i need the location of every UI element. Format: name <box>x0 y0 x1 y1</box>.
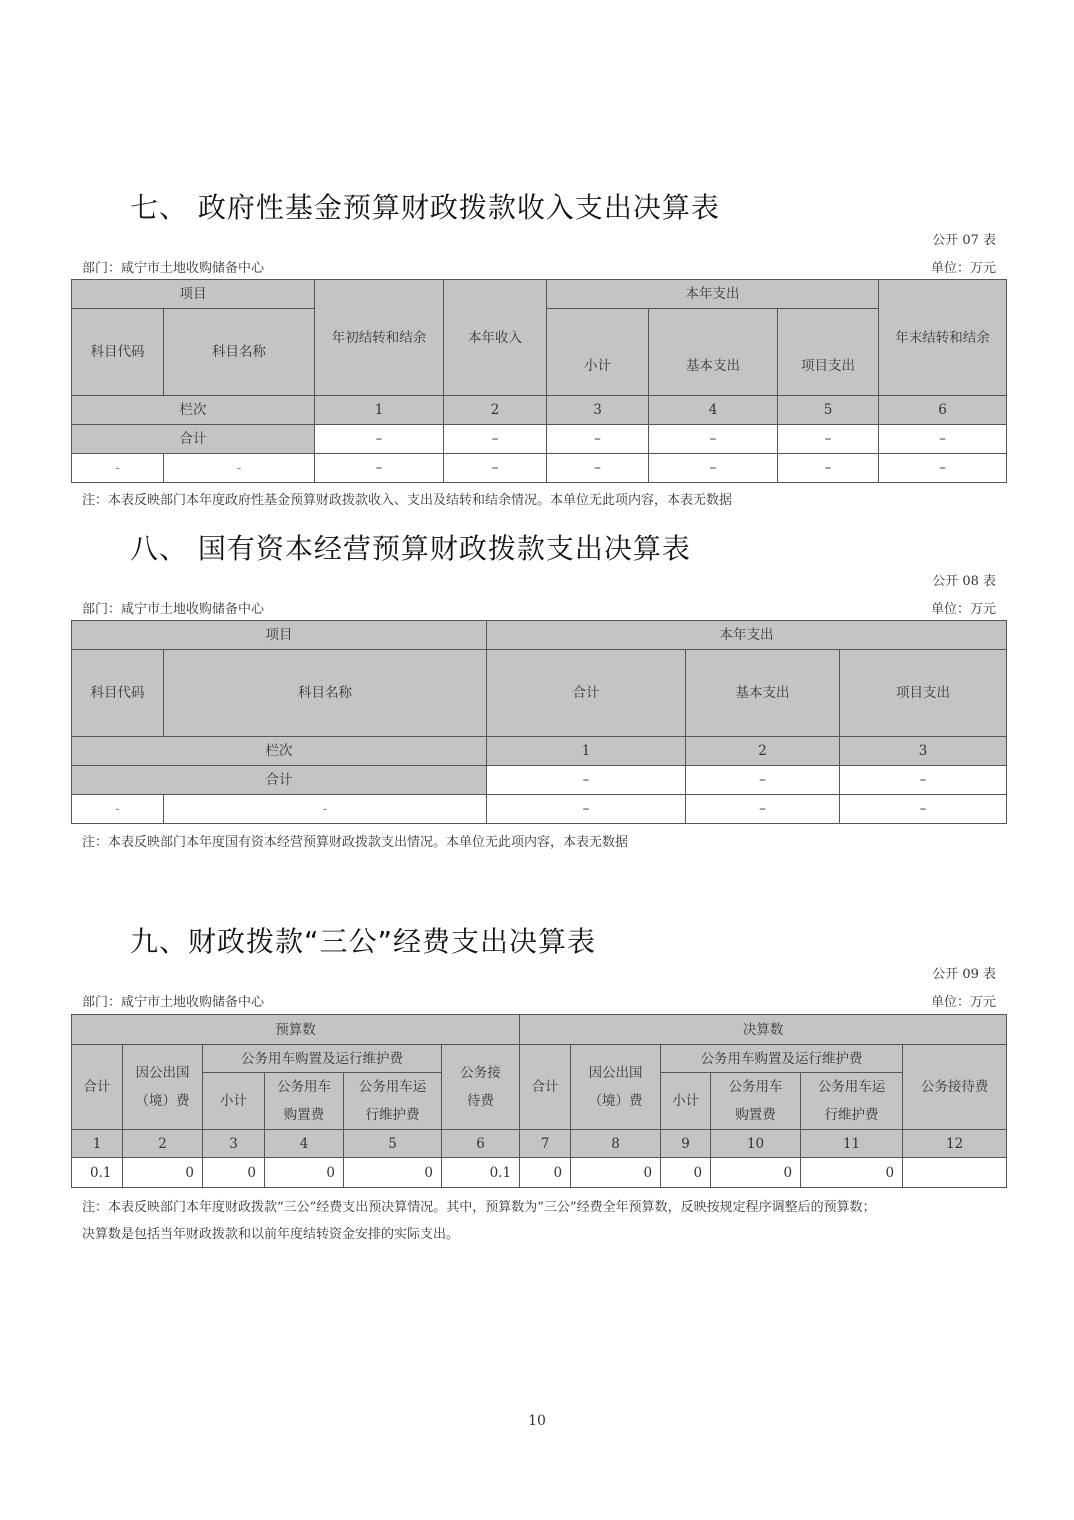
section7-table <box>71 279 1007 483</box>
value-cell: 0 <box>123 1158 203 1188</box>
lancie-label: 栏次 <box>72 396 315 425</box>
section7-note: 注：本表反映部门本年度政府性基金预算财政拨款收入、支出及结转和结余情况。本单位无此项内容，本表无数据 <box>82 493 733 508</box>
header-reception <box>442 1045 520 1130</box>
section9-table <box>71 1014 1007 1188</box>
header-end-balance: 年末结转和结余 <box>879 280 1007 396</box>
header-income: 本年收入 <box>444 280 547 396</box>
section7-dept: 部门：咸宁市土地收购储备中心 <box>82 261 265 276</box>
header-car-maintenance <box>344 1073 442 1130</box>
col-num: 6 <box>879 396 1007 425</box>
value-cell: 0.1 <box>72 1158 123 1188</box>
value-cell: 0.1 <box>442 1158 520 1188</box>
header-project: 项目支出 <box>840 650 1007 737</box>
header-car-maintenance <box>801 1073 903 1130</box>
header-abroad-line1: 因公出国 <box>588 1065 643 1081</box>
header-basic: 基本支出 <box>686 650 840 737</box>
header-total: 合计 <box>72 1045 123 1130</box>
row-cell: – <box>879 454 1007 483</box>
header-subtotal: 小计 <box>203 1073 265 1130</box>
header-car: 公务用车购置及运行维护费 <box>661 1045 903 1073</box>
col-num: 2 <box>444 396 547 425</box>
header-reception-line2: 待费 <box>467 1093 495 1109</box>
header-car-maintenance-line1: 公务用车运 <box>817 1079 886 1095</box>
col-num: 3 <box>203 1130 265 1158</box>
header-final: 决算数 <box>520 1015 1007 1045</box>
total-cell: – <box>879 425 1007 454</box>
col-num: 2 <box>123 1130 203 1158</box>
header-abroad-line1: 因公出国 <box>135 1065 190 1081</box>
col-num: 5 <box>344 1130 442 1158</box>
header-car-purchase-line2: 购置费 <box>735 1107 776 1123</box>
header-car-purchase-line2: 购置费 <box>283 1107 325 1123</box>
col-num: 4 <box>265 1130 344 1158</box>
col-num: 6 <box>442 1130 520 1158</box>
row-cell: – <box>444 454 547 483</box>
value-cell: 0 <box>801 1158 903 1188</box>
section9-note-line1: 注：本表反映部门本年度财政拨款“三公”经费支出预决算情况。其中，预算数为“三公”经费全年预算数，反映按规定程序调整后的预算数； <box>82 1200 876 1215</box>
value-cell: 0 <box>711 1158 801 1188</box>
row-cell: – <box>840 795 1007 824</box>
header-project: 项目支出 <box>778 309 879 396</box>
total-cell: – <box>315 425 444 454</box>
header-car: 公务用车购置及运行维护费 <box>203 1045 442 1073</box>
section9-title: 九、财政拨款“三公”经费支出决算表 <box>130 925 597 958</box>
row-cell: – <box>315 454 444 483</box>
value-cell: 0 <box>520 1158 571 1188</box>
header-abroad <box>123 1045 203 1130</box>
value-cell: 0 <box>571 1158 661 1188</box>
total-cell: – <box>778 425 879 454</box>
header-car-purchase-line1: 公务用车 <box>277 1079 331 1095</box>
value-cell: 0 <box>661 1158 711 1188</box>
page-number: 10 <box>528 1413 546 1429</box>
col-num: 1 <box>315 396 444 425</box>
section7-table-no: 公开 07 表 <box>932 233 996 248</box>
section9-note-line2: 决算数是包括当年财政拨款和以前年度结转资金安排的实际支出。 <box>82 1227 460 1242</box>
section7-title: 七、 政府性基金预算财政拨款收入支出决算表 <box>130 191 720 224</box>
header-subtotal: 小计 <box>661 1073 711 1130</box>
header-subtotal: 小计 <box>547 309 649 396</box>
header-name: 科目名称 <box>164 309 315 396</box>
section7-unit: 单位：万元 <box>930 261 996 276</box>
col-num: 10 <box>711 1130 801 1158</box>
row-code: - <box>72 795 164 824</box>
header-name: 科目名称 <box>164 650 487 737</box>
header-car-purchase <box>265 1073 344 1130</box>
col-num: 1 <box>487 737 686 766</box>
row-cell: – <box>649 454 778 483</box>
total-label: 合计 <box>72 425 315 454</box>
section9-table-no: 公开 09 表 <box>932 967 996 982</box>
row-cell: – <box>487 795 686 824</box>
col-num: 7 <box>520 1130 571 1158</box>
section8-table <box>71 620 1007 824</box>
value-cell: 0 <box>344 1158 442 1188</box>
col-num: 3 <box>547 396 649 425</box>
header-code: 科目代码 <box>72 650 164 737</box>
header-abroad <box>571 1045 661 1130</box>
header-total: 合计 <box>487 650 686 737</box>
lancie-label: 栏次 <box>72 737 487 766</box>
header-reception: 公务接待费 <box>903 1045 1007 1130</box>
col-num: 12 <box>903 1130 1007 1158</box>
value-cell: 0 <box>265 1158 344 1188</box>
total-cell: – <box>840 766 1007 795</box>
header-item: 项目 <box>72 621 487 650</box>
section9-unit: 单位：万元 <box>930 995 996 1010</box>
col-num: 5 <box>778 396 879 425</box>
row-name: - <box>164 795 487 824</box>
col-num: 4 <box>649 396 778 425</box>
header-reception-line1: 公务接 <box>460 1065 501 1081</box>
header-car-maintenance-line1: 公务用车运 <box>358 1079 427 1095</box>
value-cell: 0 <box>203 1158 265 1188</box>
section8-dept: 部门：咸宁市土地收购储备中心 <box>82 602 265 617</box>
total-cell: – <box>547 425 649 454</box>
value-cell <box>903 1158 1007 1188</box>
header-code: 科目代码 <box>72 309 164 396</box>
col-num: 9 <box>661 1130 711 1158</box>
header-budget: 预算数 <box>72 1015 520 1045</box>
col-num: 3 <box>840 737 1007 766</box>
row-cell: – <box>547 454 649 483</box>
row-name: - <box>164 454 315 483</box>
header-item: 项目 <box>72 280 315 309</box>
total-cell: – <box>487 766 686 795</box>
header-abroad-line2: （境）费 <box>135 1093 190 1109</box>
section8-unit: 单位：万元 <box>930 602 996 617</box>
header-car-purchase-line1: 公务用车 <box>728 1079 783 1095</box>
total-cell: – <box>649 425 778 454</box>
col-num: 1 <box>72 1130 123 1158</box>
col-num: 8 <box>571 1130 661 1158</box>
row-cell: – <box>778 454 879 483</box>
section8-title: 八、 国有资本经营预算财政拨款支出决算表 <box>130 532 691 565</box>
total-label: 合计 <box>72 766 487 795</box>
header-total: 合计 <box>520 1045 571 1130</box>
header-begin-balance: 年初结转和结余 <box>315 280 444 396</box>
total-cell: – <box>444 425 547 454</box>
col-num: 11 <box>801 1130 903 1158</box>
row-code: - <box>72 454 164 483</box>
header-car-maintenance-line2: 行维护费 <box>824 1107 879 1123</box>
header-car-maintenance-line2: 行维护费 <box>365 1107 420 1123</box>
header-car-purchase <box>711 1073 801 1130</box>
total-cell: – <box>686 766 840 795</box>
header-basic: 基本支出 <box>649 309 778 396</box>
header-expenditure: 本年支出 <box>487 621 1007 650</box>
section8-table-no: 公开 08 表 <box>932 574 996 589</box>
section8-note: 注：本表反映部门本年度国有资本经营预算财政拨款支出情况。本单位无此项内容，本表无数据 <box>82 835 629 850</box>
section9-dept: 部门：咸宁市土地收购储备中心 <box>82 995 265 1010</box>
row-cell: – <box>686 795 840 824</box>
header-expenditure: 本年支出 <box>547 280 879 309</box>
header-abroad-line2: （境）费 <box>588 1093 643 1109</box>
col-num: 2 <box>686 737 840 766</box>
